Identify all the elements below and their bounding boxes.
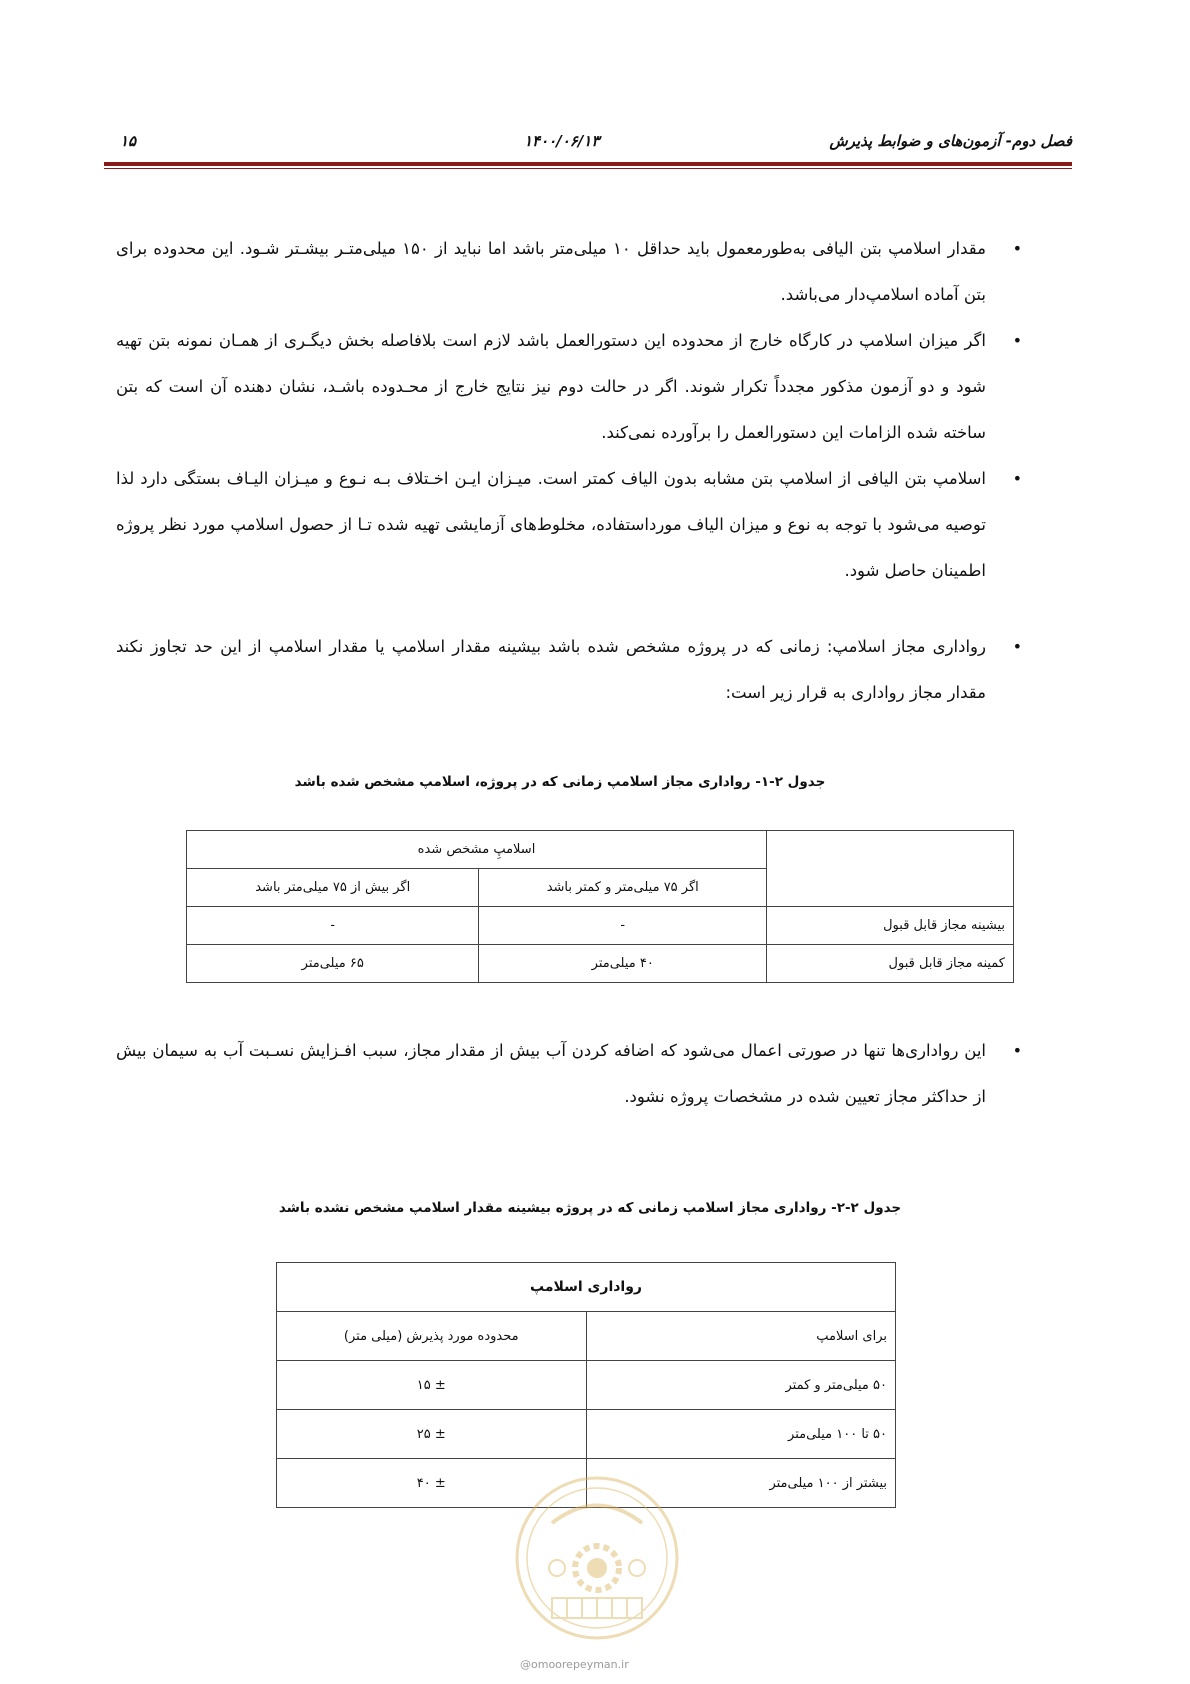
bullet-marker: • [1012,1041,1022,1060]
bullet-list-1 [116,226,1024,594]
table1-cell: ۴۰ میلی‌متر [479,945,767,983]
table1-row-label: بیشینه مجاز قابل قبول [767,907,1014,945]
table2-cell: ± ۱۵ [277,1361,587,1410]
bullet-marker: • [1012,637,1022,656]
table2-row-label: ۵۰ میلی‌متر و کمتر [586,1361,896,1410]
table1-col-b-header: اگر بیش از ۷۵ میلی‌متر باشد [187,869,479,907]
table1-cell: - [479,907,767,945]
table1-col-a-header: اگر ۷۵ میلی‌متر و کمتر باشد [479,869,767,907]
table-row [277,1361,896,1410]
table2-cell: ± ۴۰ [277,1459,587,1508]
bullet-item [116,624,1024,716]
table1-cell: ۶۵ میلی‌متر [187,945,479,983]
table-row [277,1410,896,1459]
bullet-item [116,226,1024,318]
table1-corner-cell [767,831,1014,907]
page-header [104,128,1072,154]
table2-row-label: بیشتر از ۱۰۰ میلی‌متر [586,1459,896,1508]
paragraph-text: این رواداری‌ها تنها در صورتی اعمال می‌شود که اضافه کردن آب بیش از مقدار مجاز، سبب افـزایش نسـبت آب به سیمان بیش از حداکثر مجاز تعیین شده در مشخصات پروژه نشود. [116,1041,986,1106]
header-date: ۱۴۰۰/۰۶/۱۳ [524,132,600,150]
header-rule-thick [104,162,1072,166]
bullet-list-2 [116,624,1024,716]
table2-col-right-header: محدوده مورد پذیرش (میلی متر) [277,1312,587,1361]
table1 [186,830,1014,983]
table1-cell: - [187,907,479,945]
table2-row-label: ۵۰ تا ۱۰۰ میلی‌متر [586,1410,896,1459]
bullet-item [116,318,1024,456]
paragraph-text: اگر میزان اسلامپ در کارگاه خارج از محدوده این دستورالعمل باشد لازم است بلافاصله بخش دیگـری از همـان نمونه بتن تهیه شود و دو آزمون مذکور مجدداً تکرار شوند. اگر در حالت دوم نیز نتایج خارج از محـدوده باشـد، نشان دهنده آن است که بتن ساخته شده الزامات این دستورالعمل را برآورده نمی‌کند. [116,331,986,442]
bullet-item [116,1028,1024,1120]
bullet-marker: • [1012,331,1022,350]
table2-caption: جدول ۲-۲- رواداری مجاز اسلامپ زمانی که در پروژه بیشینه مقدار اسلامپ مشخص نشده باشد [278,1200,902,1216]
paragraph-text: اسلامپ بتن الیافی از اسلامپ بتن مشابه بدون الیاف کمتر است. میـزان ایـن اخـتلاف بـه نـوع و میـزان الیـاف بستگی دارد لذا توصیه می‌شود با توجه به نوع و میزان الیاف مورداستفاده، مخلوط‌های آزمایشی تهیه شده تـا از حصول اسلامپ مورد نظر پروژه اطمینان حاصل شود. [116,469,986,580]
header-rule-thin [104,168,1072,169]
bullet-marker: • [1012,239,1022,258]
watermark-logo-icon [512,1468,682,1648]
paragraph-text: رواداری مجاز اسلامپ: زمانی که در پروژه مشخص شده باشد بیشینه مقدار اسلامپ یا مقدار اسلامپ از این حد تجاوز نکند مقدار مجاز رواداری به قرار زیر است: [116,637,986,702]
table2-cell: ± ۲۵ [277,1410,587,1459]
chapter-title: فصل دوم- آزمون‌های و ضوابط پذیرش [829,132,1072,150]
table1-group-header: اسلامپِ مشخص شده [187,831,767,869]
footer-url: @omoorepeyman.ir [520,1658,629,1671]
table1-caption: جدول ۲-۱- رواداری مجاز اسلامپ زمانی که در پروژه، اسلامپ مشخص شده باشد [294,774,826,790]
paragraph-text: مقدار اسلامپ بتن الیافی به‌طورمعمول باید حداقل ۱۰ میلی‌متر باشد اما نباید از ۱۵۰ میلی‌متـر بیشـتر شـود. این محدوده برای بتن آماده اسلامپ‌دار می‌باشد. [116,239,986,304]
table-row [187,945,1014,983]
table2-col-left-header: برای اسلامپ [586,1312,896,1361]
bullet-marker: • [1012,469,1022,488]
page-number: ۱۵ [120,132,137,150]
bullet-list-3 [116,1028,1024,1120]
bullet-item [116,456,1024,594]
table-row [187,907,1014,945]
table1-row-label: کمینه مجاز قابل قبول [767,945,1014,983]
table2-header: رواداری اسلامپ [277,1263,896,1312]
